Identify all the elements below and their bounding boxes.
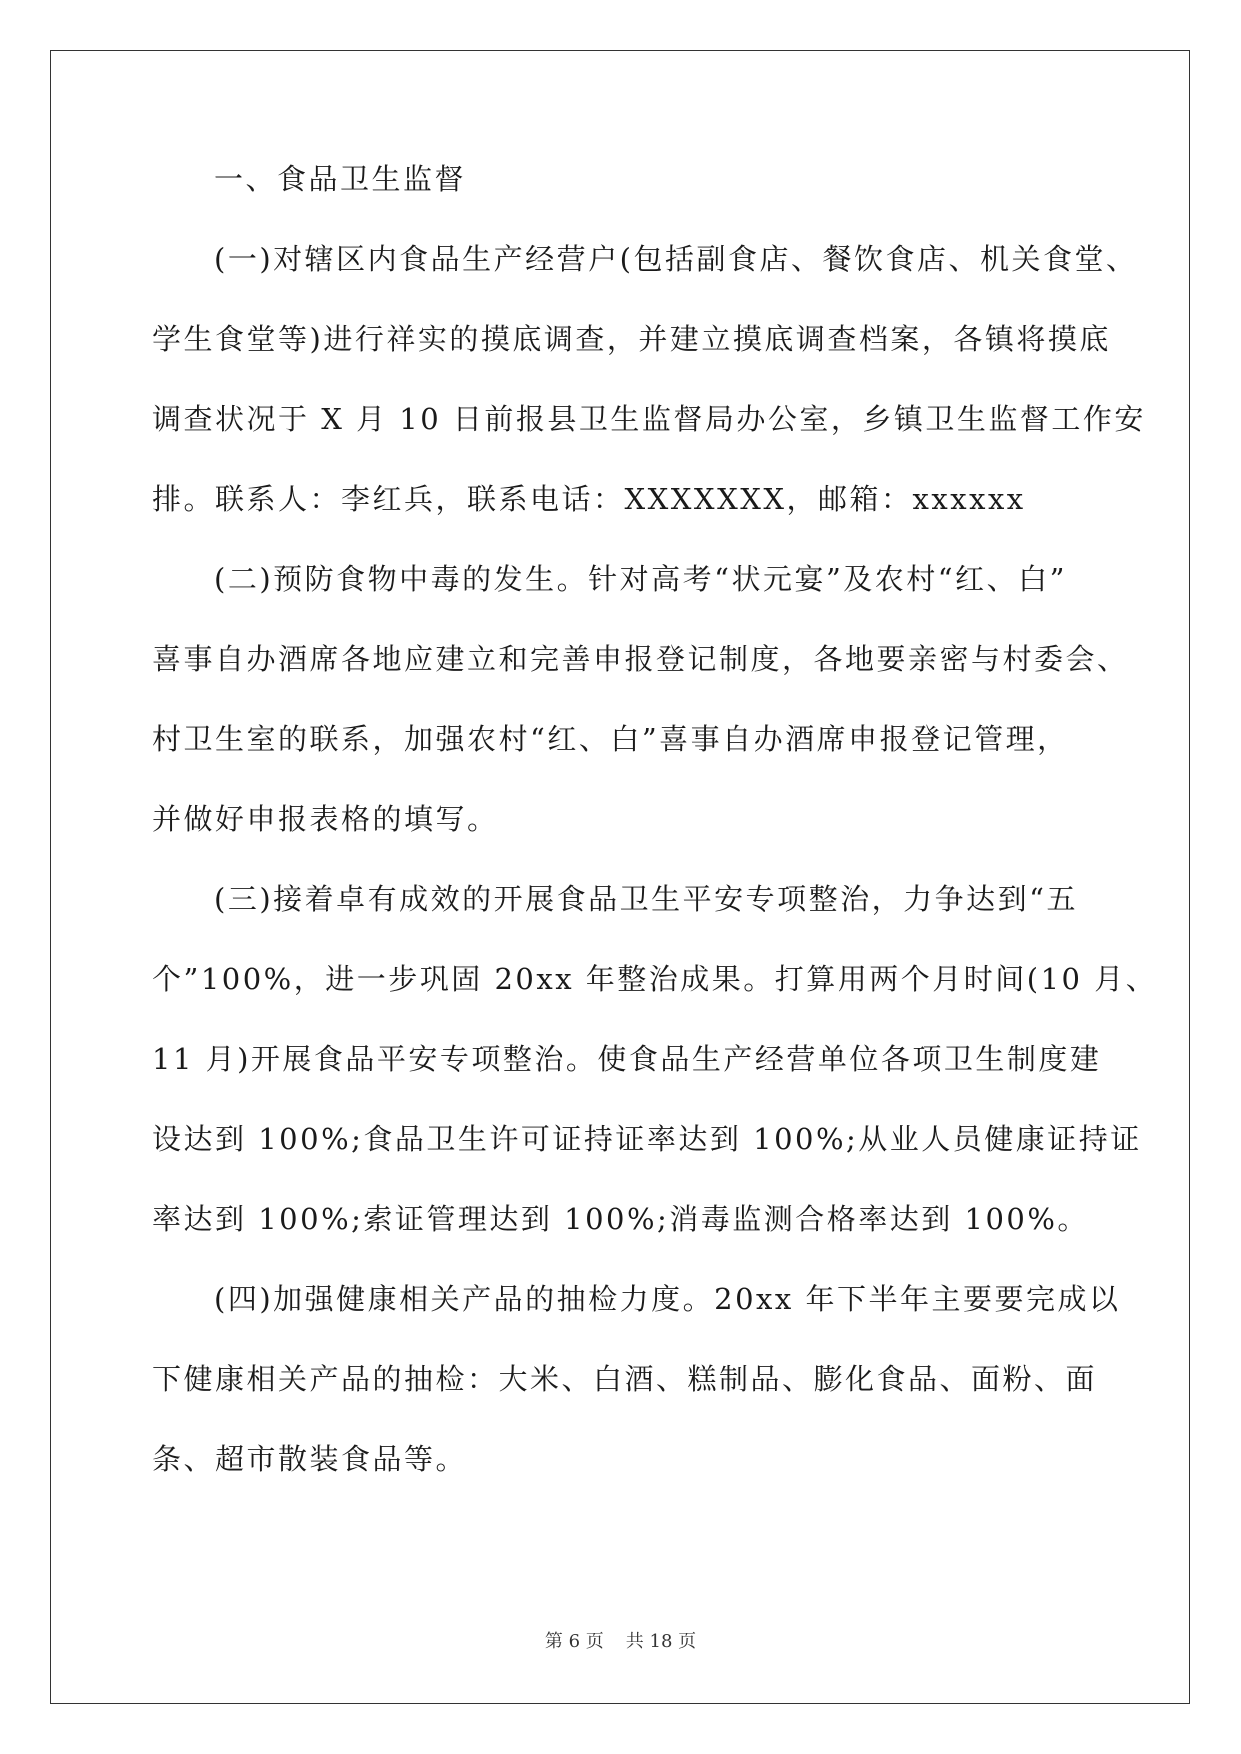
paragraph-4-line-3: 条、超市散装食品等。 (152, 1442, 468, 1476)
section-heading: 一、食品卫生监督 (214, 162, 467, 196)
paragraph-3-line-5: 率达到 100%;索证管理达到 100%;消毒监测合格率达到 100%。 (152, 1202, 1089, 1236)
paragraph-3-line-3: 11 月)开展食品平安专项整治。使食品生产经营单位各项卫生制度建 (152, 1042, 1102, 1076)
page-number: 第 6 页 (544, 1631, 604, 1652)
paragraph-1-line-3: 调查状况于 X 月 10 日前报县卫生监督局办公室，乡镇卫生监督工作安 (152, 402, 1146, 436)
paragraph-4-line-2: 下健康相关产品的抽检：大米、白酒、糕制品、膨化食品、面粉、面 (152, 1362, 1098, 1396)
paragraph-2-line-4: 并做好申报表格的填写。 (152, 802, 499, 836)
paragraph-3-line-2: 个”100%，进一步巩固 20xx 年整治成果。打算用两个月时间(10 月、 (152, 962, 1158, 996)
paragraph-3-line-1: (三)接着卓有成效的开展食品卫生平安专项整治，力争达到“五 (214, 882, 1078, 916)
paragraph-1-line-2: 学生食堂等)进行祥实的摸底调查，并建立摸底调查档案，各镇将摸底 (152, 322, 1111, 356)
page-footer (0, 1627, 1241, 1653)
paragraph-2-line-2: 喜事自办酒席各地应建立和完善申报登记制度，各地要亲密与村委会、 (152, 642, 1129, 676)
paragraph-2-line-3: 村卫生室的联系，加强农村“红、白”喜事自办酒席申报登记管理， (152, 722, 1069, 756)
paragraph-1-line-4: 排。联系人：李红兵，联系电话：XXXXXXX，邮箱：xxxxxx (152, 482, 1026, 516)
paragraph-1-line-1: (一)对辖区内食品生产经营户(包括副食店、餐饮食店、机关食堂、 (214, 242, 1138, 276)
paragraph-2-line-1: (二)预防食物中毒的发生。针对高考“状元宴”及农村“红、白” (214, 562, 1067, 596)
paragraph-4-line-1: (四)加强健康相关产品的抽检力度。20xx 年下半年主要要完成以 (214, 1282, 1121, 1316)
paragraph-3-line-4: 设达到 100%;食品卫生许可证持证率达到 100%;从业人员健康证持证 (152, 1122, 1142, 1156)
document-body (152, 160, 1158, 1520)
page-total: 共 18 页 (625, 1631, 697, 1652)
